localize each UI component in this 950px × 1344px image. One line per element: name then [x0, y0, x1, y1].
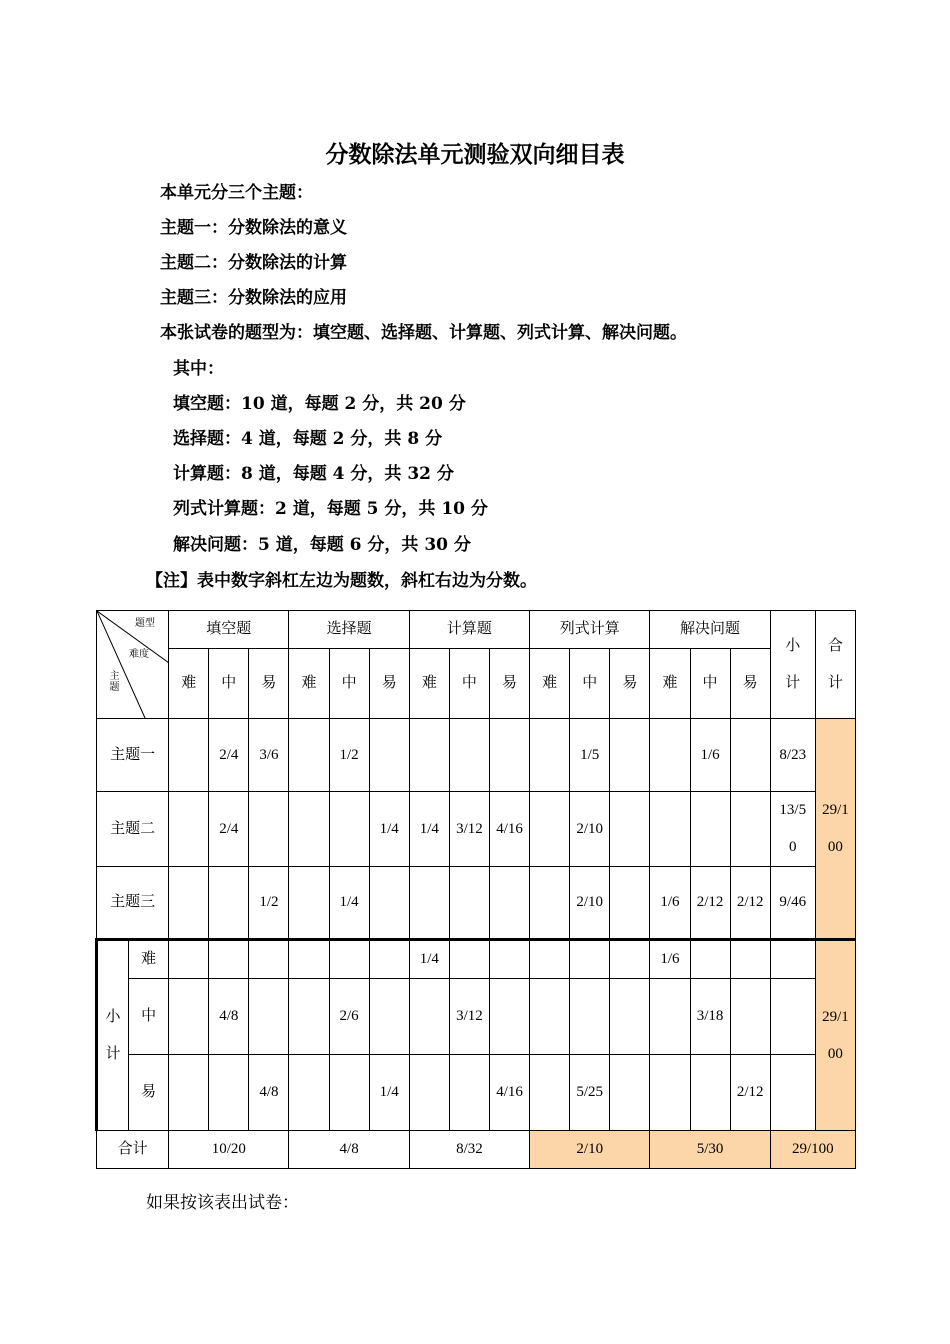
- value-cell: [730, 867, 770, 940]
- difficulty-header: 中: [329, 649, 369, 719]
- value-cell: [690, 719, 730, 792]
- grand-total-value: 5/30: [650, 1131, 770, 1169]
- value-cell: [730, 940, 770, 979]
- value-cell: [449, 1055, 489, 1131]
- value-text: 1/6: [660, 951, 680, 967]
- subtotal-header: 小计: [770, 611, 815, 719]
- difficulty-label: 中: [129, 979, 169, 1055]
- value-cell: [650, 940, 690, 979]
- corner-difficulty-label: 难度: [129, 649, 149, 660]
- value-cell: [570, 940, 610, 979]
- intro-line: 主题一：分数除法的意义: [160, 218, 347, 238]
- difficulty-header: 易: [249, 649, 289, 719]
- value-cell: [369, 1055, 409, 1131]
- value-cell: [169, 940, 209, 979]
- value-cell: [249, 979, 289, 1055]
- value-text: 4/8: [219, 1008, 239, 1024]
- topic-label: 主题二: [97, 792, 169, 867]
- value-cell: [289, 719, 329, 792]
- value-cell: [329, 792, 369, 867]
- subtotal-group-text: 小计: [105, 1008, 121, 1062]
- value-text: 3/6: [259, 746, 279, 763]
- intro-line: 主题二：分数除法的计算: [160, 253, 347, 273]
- value-cell: [169, 867, 209, 940]
- page-title: 分数除法单元测验双向细目表: [325, 142, 625, 168]
- value-text: 2/6: [339, 1008, 359, 1024]
- value-cell: [449, 940, 489, 979]
- grand-total-value: 4/8: [289, 1131, 409, 1169]
- value-cell: [690, 940, 730, 979]
- value-cell: [249, 792, 289, 867]
- difficulty-row: [97, 1055, 856, 1131]
- difficulty-header: 难: [650, 649, 690, 719]
- value-cell: [530, 792, 570, 867]
- value-cell: [369, 979, 409, 1055]
- type-header: 列式计算: [530, 611, 650, 649]
- value-text: 29/100: [822, 801, 849, 855]
- value-cell: [409, 940, 449, 979]
- value-cell: [730, 792, 770, 867]
- value-cell: [570, 1055, 610, 1131]
- value-text: 1/4: [419, 820, 439, 837]
- value-text: 2/12: [736, 894, 764, 910]
- topic-row: [97, 792, 856, 867]
- value-cell: [209, 719, 249, 792]
- value-cell: [730, 719, 770, 792]
- intro-line: 填空题：10 道，每题 2 分，共 20 分: [173, 394, 466, 414]
- difficulty-header: 易: [610, 649, 650, 719]
- value-text: 9/46: [779, 894, 807, 910]
- value-cell: [289, 940, 329, 979]
- value-cell: [650, 979, 690, 1055]
- value-cell: [489, 979, 529, 1055]
- value-cell: [730, 1055, 770, 1131]
- difficulty-header-row: [97, 649, 856, 719]
- value-text: 4/8: [259, 1084, 279, 1100]
- intro-line: 计算题：8 道，每题 4 分，共 32 分: [173, 464, 454, 484]
- topic-total-cell: [815, 719, 855, 940]
- value-cell: [570, 719, 610, 792]
- value-text: 2/12: [736, 1084, 764, 1100]
- value-cell: [650, 867, 690, 940]
- value-text: 2/10: [576, 894, 604, 910]
- value-cell: [409, 719, 449, 792]
- value-cell: [209, 979, 249, 1055]
- value-cell: [409, 792, 449, 867]
- value-cell: [770, 792, 815, 867]
- value-cell: [289, 792, 329, 867]
- value-text: 1/4: [419, 951, 439, 967]
- value-cell: [530, 1055, 570, 1131]
- type-header: 计算题: [409, 611, 529, 649]
- value-cell: [409, 979, 449, 1055]
- grand-total-value: 8/32: [409, 1131, 529, 1169]
- value-cell: [369, 940, 409, 979]
- value-cell: [690, 1055, 730, 1131]
- intro-line: 其中：: [173, 359, 224, 379]
- value-cell: [530, 940, 570, 979]
- value-cell: [249, 867, 289, 940]
- value-cell: [530, 719, 570, 792]
- value-text: 2/10: [576, 820, 604, 837]
- value-cell: [169, 979, 209, 1055]
- difficulty-header: 中: [690, 649, 730, 719]
- empty-subtotal-cell: [770, 979, 815, 1055]
- difficulty-header: 中: [570, 649, 610, 719]
- corner-diagonal-lines: [97, 611, 169, 718]
- value-cell: [209, 867, 249, 940]
- value-cell: [650, 719, 690, 792]
- value-cell: [610, 719, 650, 792]
- grand-total-value: 10/20: [169, 1131, 289, 1169]
- value-cell: [570, 792, 610, 867]
- value-text: 1/6: [700, 746, 720, 763]
- difficulty-header: 易: [369, 649, 409, 719]
- spec-table: [95, 610, 856, 1169]
- value-text: 1/2: [339, 746, 359, 763]
- value-text: 3/12: [456, 1008, 483, 1024]
- value-cell: [449, 979, 489, 1055]
- difficulty-header: 中: [449, 649, 489, 719]
- value-cell: [169, 719, 209, 792]
- value-text: 4/16: [496, 1084, 523, 1100]
- subtotal-group-label: [97, 940, 129, 1131]
- value-cell: [489, 867, 529, 940]
- value-cell: [690, 792, 730, 867]
- value-cell: [570, 867, 610, 940]
- difficulty-header: 中: [209, 649, 249, 719]
- value-text: 1/6: [660, 894, 680, 910]
- difficulty-header: 难: [169, 649, 209, 719]
- value-cell: [489, 1055, 529, 1131]
- value-text: 1/2: [259, 894, 279, 910]
- difficulty-row: [97, 940, 856, 979]
- intro-line: 本单元分三个主题：: [160, 183, 313, 203]
- value-cell: [289, 1055, 329, 1131]
- intro-line: 本张试卷的题型为：填空题、选择题、计算题、列式计算、解决问题。: [160, 323, 687, 343]
- value-cell: [369, 719, 409, 792]
- value-cell: [650, 792, 690, 867]
- value-cell: [690, 867, 730, 940]
- value-cell: [329, 940, 369, 979]
- value-cell: [209, 792, 249, 867]
- value-text: 2/12: [696, 894, 724, 910]
- corner-header-cell: [97, 611, 169, 719]
- value-text: 1/4: [379, 1084, 399, 1100]
- intro-line: 主题三：分数除法的应用: [160, 288, 347, 308]
- value-cell: [610, 940, 650, 979]
- difficulty-header: 难: [530, 649, 570, 719]
- value-text: 1/5: [580, 746, 600, 763]
- value-cell: [249, 719, 289, 792]
- topic-row: [97, 867, 856, 940]
- value-cell: [409, 1055, 449, 1131]
- closing-line: 如果按该表出试卷：: [146, 1193, 299, 1213]
- value-cell: [449, 792, 489, 867]
- value-cell: [610, 979, 650, 1055]
- grand-total-row: [97, 1131, 856, 1169]
- intro-line: 解决问题：5 道，每题 6 分，共 30 分: [173, 535, 471, 555]
- value-text: 4/16: [496, 820, 523, 837]
- value-text: 3/18: [696, 1008, 724, 1024]
- value-cell: [770, 719, 815, 792]
- value-text: 29/100: [822, 1008, 849, 1062]
- difficulty-row: [97, 979, 856, 1055]
- value-cell: [489, 792, 529, 867]
- value-cell: [530, 867, 570, 940]
- value-cell: [329, 1055, 369, 1131]
- value-cell: [329, 979, 369, 1055]
- type-header: 选择题: [289, 611, 409, 649]
- topic-label: 主题一: [97, 719, 169, 792]
- corner-type-label: 题型: [135, 618, 155, 629]
- grand-total-label: 合计: [97, 1131, 169, 1169]
- value-cell: [449, 719, 489, 792]
- difficulty-label: 难: [129, 940, 169, 979]
- value-cell: [209, 940, 249, 979]
- value-cell: [169, 792, 209, 867]
- value-cell: [650, 1055, 690, 1131]
- grand-total-sum: 29/100: [770, 1131, 855, 1169]
- value-cell: [249, 1055, 289, 1131]
- value-cell: [610, 1055, 650, 1131]
- value-cell: [289, 979, 329, 1055]
- value-cell: [369, 792, 409, 867]
- corner-topic-label: 主题: [109, 671, 120, 693]
- value-cell: [329, 719, 369, 792]
- difficulty-label: 易: [129, 1055, 169, 1131]
- value-cell: [690, 979, 730, 1055]
- value-text: 5/25: [576, 1084, 604, 1100]
- grand-total-value: 2/10: [530, 1131, 650, 1169]
- value-text: 2/4: [219, 820, 239, 837]
- type-header: 解决问题: [650, 611, 770, 649]
- value-cell: [610, 792, 650, 867]
- note-line: 【注】表中数字斜杠左边为题数，斜杠右边为分数。: [146, 571, 537, 591]
- value-text: 2/4: [219, 746, 239, 763]
- value-text: 3/12: [456, 820, 483, 837]
- value-cell: [329, 867, 369, 940]
- value-cell: [770, 867, 815, 940]
- value-cell: [409, 867, 449, 940]
- value-text: 13/50: [779, 802, 807, 855]
- value-cell: [249, 940, 289, 979]
- value-cell: [730, 979, 770, 1055]
- value-text: 1/4: [379, 820, 399, 837]
- value-text: 1/4: [339, 894, 359, 910]
- intro-line: 选择题：4 道，每题 2 分，共 8 分: [173, 429, 443, 449]
- value-text: 8/23: [779, 746, 807, 763]
- intro-line: 列式计算题：2 道，每题 5 分，共 10 分: [173, 499, 488, 519]
- value-cell: [169, 1055, 209, 1131]
- topic-row: [97, 719, 856, 792]
- empty-subtotal-cell: [770, 1055, 815, 1131]
- topic-label: 主题三: [97, 867, 169, 940]
- value-cell: [530, 979, 570, 1055]
- difficulty-header: 难: [289, 649, 329, 719]
- difficulty-header: 易: [489, 649, 529, 719]
- value-cell: [209, 1055, 249, 1131]
- type-header: 填空题: [169, 611, 289, 649]
- difficulty-total-cell: [815, 940, 855, 1131]
- total-header: 合计: [815, 611, 855, 719]
- value-cell: [369, 867, 409, 940]
- value-cell: [570, 979, 610, 1055]
- value-cell: [449, 867, 489, 940]
- value-cell: [489, 940, 529, 979]
- value-cell: [289, 867, 329, 940]
- value-cell: [610, 867, 650, 940]
- difficulty-header: 难: [409, 649, 449, 719]
- empty-subtotal-cell: [770, 940, 815, 979]
- difficulty-header: 易: [730, 649, 770, 719]
- value-cell: [489, 719, 529, 792]
